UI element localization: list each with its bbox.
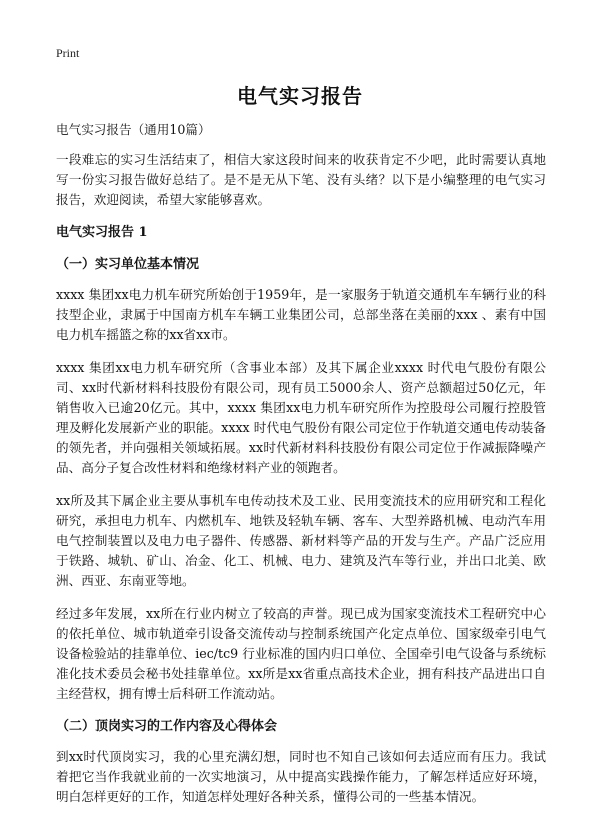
document-subtitle: 电气实习报告（通用10篇）	[56, 122, 211, 137]
page-title: 电气实习报告	[237, 84, 363, 108]
paragraph-3: xx所及其下属企业主要从事机车电传动技术及工业、民用变流技术的应用研究和工程化研究，承担电力机车、内燃机车、地铁及轻轨车辆、客车、大型养路机械、电动汽车用电气控制装置以及电力电子器件、传感器、新材料等产品的开发与生产。产品广泛应用于铁路、城轨、矿山、冶金、化工、机械、电力、建筑及汽车等行业，并出口北美、欧洲、西亚、东南亚等地。	[56, 493, 546, 588]
print-link[interactable]: Print	[56, 46, 80, 60]
paragraph-5: 到xx时代顶岗实习，我的心里充满幻想，同时也不知自己该如何去适应而有压力。我试着把它当作我就业前的一次实地演习，从中提高实践操作能力，了解怎样适应好环境，明白怎样更好的工作，知道怎样处理好各种关系，懂得公司的一些基本情况。	[56, 749, 546, 804]
section-heading: 电气实习报告 1	[56, 225, 148, 240]
paragraph-2: xxxx 集团xx电力机车研究所（含事业本部）及其下属企业xxxx 时代电气股份有限公司、xx时代新材料科技股份有限公司，现有员工5000余人、资产总额超过50亿元，年销售收入已逾20亿元。其中，xxxx 集团xx电力机车研究所作为控股母公司履行控股管理及孵化发展新产业的职能。xxxx 时代电气股份有限公司定位于作轨道交通电传动装备的领先者，并向强相关领域拓展。xx时代新材料科技股份有限公司定位于作减振降噪产品、高分子复合改性材料和绝缘材料产业的领跑者。	[56, 360, 546, 475]
paragraph-4: 经过多年发展，xx所在行业内树立了较高的声誉。现已成为国家变流技术工程研究中心的依托单位、城市轨道牵引设备交流传动与控制系统国产化定点单位、国家级牵引电气设备检验站的挂靠单位、iec/tc9 行业标准的国内归口单位、全国牵引电气设备与系统标准化技术委员会秘书处挂靠单位。xx所是xx省重点高技术企业，拥有科技产品进出口自主经营权，拥有博士后科研工作流动站。	[56, 606, 546, 701]
intro-paragraph: 一段难忘的实习生活结束了，相信大家这段时间来的收获肯定不少吧，此时需要认真地写一份实习报告做好总结了。是不是无从下笔、没有头绪？以下是小编整理的电气实习报告，欢迎阅读，希望大家能够喜欢。	[56, 152, 546, 207]
paragraph-1: xxxx 集团xx电力机车研究所始创于1959年，是一家服务于轨道交通机车车辆行业的科技型企业，隶属于中国南方机车车辆工业集团公司，总部坐落在美丽的xxx 、素有中国电力机车摇篮之称的xx省xx市。	[56, 287, 546, 342]
subsection-heading-2: （二）顶岗实习的工作内容及心得体会	[56, 719, 278, 734]
subsection-heading-1: （一）实习单位基本情况	[56, 257, 200, 272]
document-body	[56, 120, 546, 820]
